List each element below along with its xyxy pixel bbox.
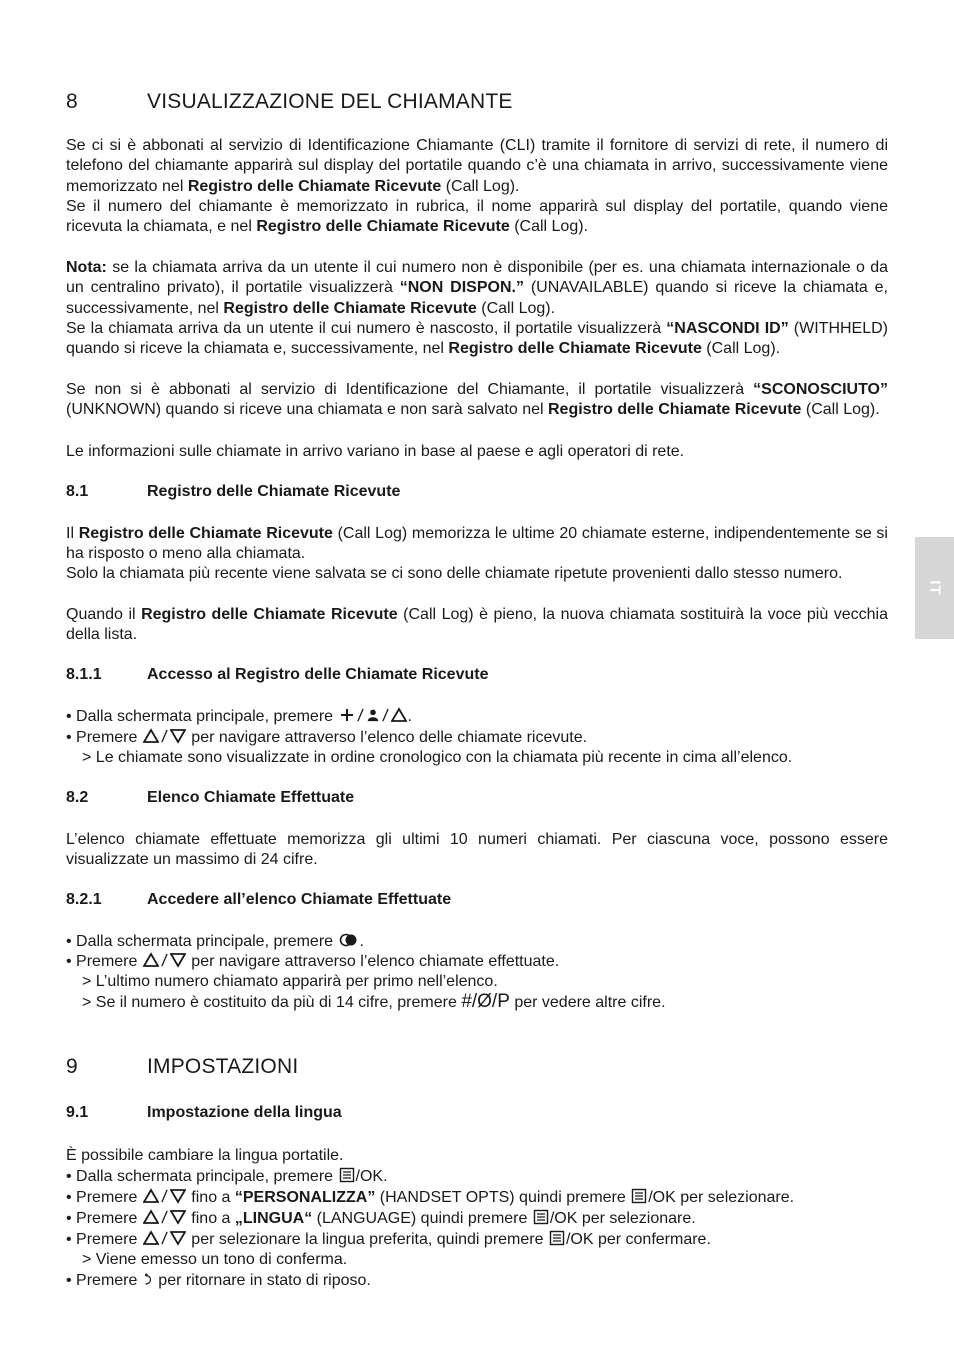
section-title: VISUALIZZAZIONE DEL CHIAMANTE [147, 90, 513, 113]
section-title: Impostazione della lingua [147, 1104, 342, 1121]
sec81-para-2: Solo la chiamata più recente viene salvata se ci sono delle chiamate ripetute provenienti dallo stesso numero. [66, 565, 843, 582]
down-arrow-icon [170, 1188, 186, 1204]
menu-icon [339, 1167, 355, 1183]
hash-pause-key: #/Ø/P [461, 991, 510, 1012]
slash-icon [382, 707, 389, 723]
section-title: IMPOSTAZIONI [147, 1055, 299, 1078]
text-run: Se la chiamata arriva da un utente il cui numero è nascosto, il portatile visualizzerà [66, 320, 667, 337]
section-number: 8 [66, 90, 78, 113]
sec821-step-2: • Premere per navigare attraverso l’elenco chiamate effettuate. [66, 953, 560, 970]
up-arrow-icon [143, 1209, 159, 1225]
sec91-step-5: • Premere per ritornare in stato di riposo. [66, 1272, 371, 1289]
text-run: (UNAVAILABLE) quando si riceve la chiamata e, successivamente, nel [66, 279, 888, 317]
text-run: (WITHHELD) quando si riceve la chiamata e, successivamente, nel [66, 320, 889, 358]
bold-term: Registro delle Chiamate Ricevute [256, 218, 510, 236]
section-number: 8.2 [66, 789, 89, 806]
section-number: 8.1.1 [66, 666, 102, 683]
slash-icon [161, 952, 168, 968]
sec91-result: > Viene emesso un tono di conferma. [82, 1251, 348, 1268]
text-run: (Call Log). [701, 340, 781, 358]
section-title: Accesso al Registro delle Chiamate Ricevute [147, 666, 489, 683]
text-run: Se il numero del chiamante è memorizzato in rubrica, il nome apparirà sul display del portatile, quando viene ricevuta la chiamata, e nel [66, 198, 888, 236]
text-run: (Call Log). [801, 401, 880, 419]
sec8-note-3 [66, 380, 888, 421]
section-number: 9.1 [66, 1104, 89, 1121]
text-run: se la chiamata arriva da un utente il cui numero non è disponibile (per es. una chiamata internazionale o da un centralino privato), il portatile visualizzerà [66, 259, 888, 297]
up-arrow-icon [143, 728, 159, 744]
section-number: 9 [66, 1055, 78, 1078]
slash-icon [161, 728, 168, 744]
sec91-step-1: • Dalla schermata principale, premere /OK. [66, 1168, 388, 1185]
text-run: Quando il [66, 606, 142, 623]
bold-term: “NASCONDI ID” [666, 320, 789, 337]
up-arrow-icon [391, 707, 407, 723]
down-arrow-icon [170, 728, 186, 744]
bold-term: Registro delle Chiamate Ricevute [78, 525, 333, 542]
sec811-step-1: • Dalla schermata principale, premere . [66, 708, 412, 725]
sec8-note-4: Le informazioni sulle chiamate in arrivo variano in base al paese e agli operatori di rete. [66, 443, 685, 460]
section-title: Elenco Chiamate Effettuate [147, 789, 355, 806]
section-title: Registro delle Chiamate Ricevute [147, 483, 401, 500]
text-run: Se ci si è abbonati al servizio di Identificazione Chiamante (CLI) tramite il fornitore di servizi di rete, il numero di telefono del chiamante apparirà sul display del portatile quando c’è una chiamata in arrivo, successivamente viene memorizzato nel [66, 137, 888, 195]
bold-term: Registro delle Chiamate Ricevute [548, 401, 802, 419]
sec91-intro: È possibile cambiare la lingua portatile. [66, 1147, 344, 1164]
sec8-note-2 [66, 319, 888, 360]
slash-icon [161, 1188, 168, 1204]
up-arrow-icon [143, 1188, 159, 1204]
down-arrow-icon [170, 952, 186, 968]
sec821-step-1: • Dalla schermata principale, premere . [66, 933, 364, 950]
bold-term: Registro delle Chiamate Ricevute [223, 299, 477, 317]
section-title: Accedere all’elenco Chiamate Effettuate [147, 891, 452, 908]
sec81-para-1 [66, 524, 888, 565]
down-arrow-icon [170, 1230, 186, 1246]
sec821-result-2: > Se il numero è costituito da più di 14 cifre, premere #/Ø/P per vedere altre cifre. [82, 991, 666, 1012]
bold-term: Registro delle Chiamate Ricevute [187, 177, 442, 195]
section-number: 8.1 [66, 483, 89, 500]
text-run: (Call Log) è pieno, la nuova chiamata sostituirà la voce più vecchia della lista. [66, 606, 889, 644]
bold-term: Registro delle Chiamate Ricevute [448, 340, 702, 358]
bold-term: Registro delle Chiamate Ricevute [141, 606, 398, 623]
sec8-para-2 [66, 197, 888, 238]
language-tab [915, 537, 954, 639]
language-tab-label: IT [926, 580, 943, 596]
text-run: Se non si è abbonati al servizio di Identificazione del Chiamante, il portatile visualizzerà [66, 381, 754, 398]
slash-icon [357, 707, 364, 723]
sec82-para-1: L’elenco chiamate effettuate memorizza gli ultimi 10 numeri chiamati. Per ciascuna voce, possono essere visualizzate un massimo di 24 cifre. [66, 831, 888, 869]
sec91-step-3: • Premere fino a „LINGUA“ (LANGUAGE) quindi premere /OK per selezionare. [66, 1210, 696, 1227]
sec91-step-2: • Premere fino a “PERSONALIZZA” (HANDSET OPTS) quindi premere /OK per selezionare. [66, 1189, 795, 1206]
text-run: (UNKNOWN) quando si riceve una chiamata e non sarà salvato nel [66, 401, 548, 419]
text-run: (Call Log) memorizza le ultime 20 chiamate esterne, indipendentemente se si ha risposto o meno alla chiamata. [66, 525, 888, 563]
phonebook-icon [366, 707, 380, 723]
bold-term: “NON DISPON.” [399, 279, 524, 297]
text-run: (Call Log). [441, 177, 520, 195]
sec8-para-1 [66, 136, 888, 197]
text-run: (Call Log). [509, 218, 588, 236]
sec91-step-4: • Premere per selezionare la lingua preferita, quindi premere /OK per confermare. [66, 1231, 711, 1248]
menu-icon [549, 1230, 565, 1246]
sec8-note-1 [66, 258, 888, 319]
end-call-icon [143, 1271, 153, 1287]
redial-icon [339, 932, 359, 948]
menu-icon [533, 1209, 549, 1225]
sec811-result: > Le chiamate sono visualizzate in ordine cronologico con la chiamata più recente in cima all’elenco. [82, 749, 793, 766]
section-number: 8.2.1 [66, 891, 102, 908]
menu-icon [631, 1188, 647, 1204]
slash-icon [161, 1230, 168, 1246]
sec821-result-1: > L’ultimo numero chiamato apparirà per primo nell’elenco. [82, 973, 498, 990]
text-run: (Call Log). [476, 299, 556, 317]
up-arrow-icon [143, 952, 159, 968]
text-run: Il [66, 525, 79, 542]
up-arrow-icon [143, 1230, 159, 1246]
down-arrow-icon [170, 1209, 186, 1225]
sec811-step-2: • Premere per navigare attraverso l’elenco delle chiamate ricevute. [66, 729, 588, 746]
plus-icon [339, 707, 355, 723]
bold-term: Nota: [66, 259, 107, 276]
sec81-para-3 [66, 605, 888, 646]
slash-icon [161, 1209, 168, 1225]
bold-term: “SCONOSCIUTO” [753, 381, 888, 398]
